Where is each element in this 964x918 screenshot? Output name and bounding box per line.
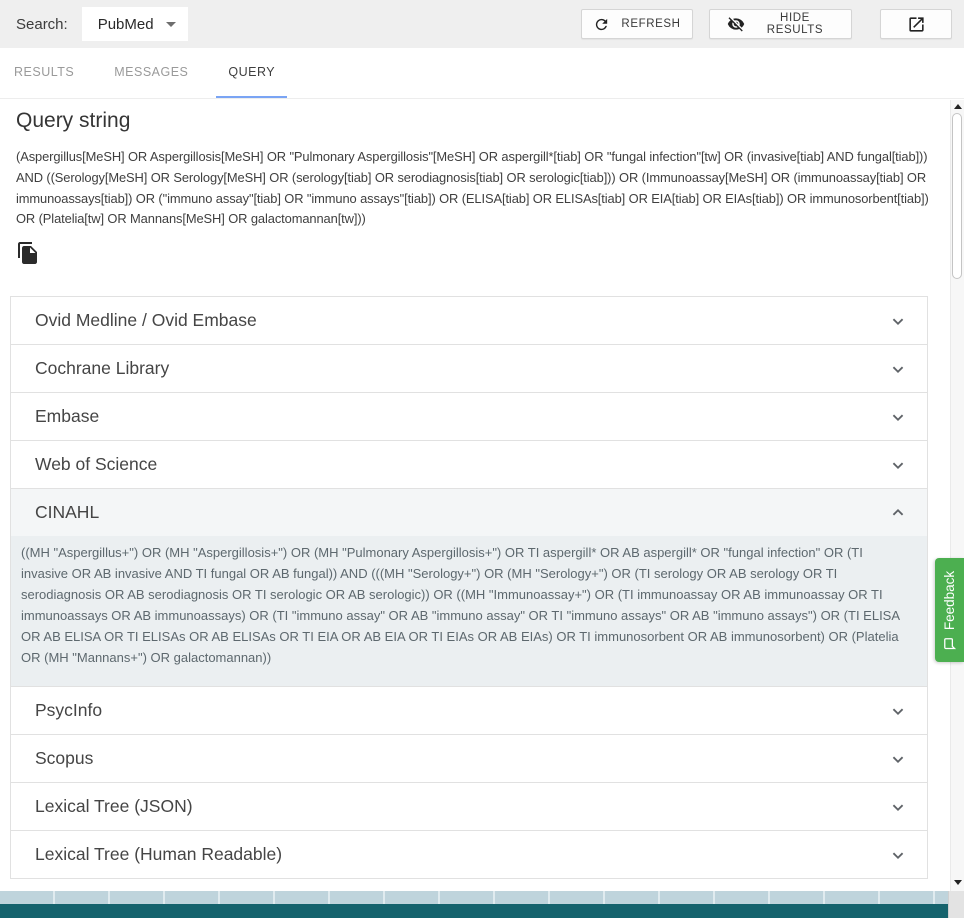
- accordion-label: Scopus: [35, 748, 94, 769]
- chevron-down-icon: [887, 310, 909, 332]
- accordion-lexical-tree-json[interactable]: [10, 782, 928, 831]
- accordion-label: Lexical Tree (Human Readable): [35, 844, 283, 865]
- chevron-down-icon: [887, 358, 909, 380]
- chevron-down-icon: [887, 748, 909, 770]
- chevron-down-icon: [887, 700, 909, 722]
- scroll-up-arrow[interactable]: [951, 100, 964, 109]
- refresh-button[interactable]: [581, 9, 693, 39]
- open-external-button[interactable]: [880, 9, 952, 39]
- scroll-down-arrow[interactable]: [951, 880, 964, 885]
- accordion-ovid-medline-embase[interactable]: [10, 296, 928, 345]
- accordion-cochrane-library[interactable]: [10, 344, 928, 393]
- scrollbar-corner: [948, 891, 964, 918]
- file-copy-icon: [16, 241, 42, 265]
- caret-down-icon: [166, 22, 176, 27]
- query-panel: [0, 100, 950, 891]
- feedback-chat-icon: [943, 637, 956, 650]
- tab-query-label: QUERY: [228, 65, 276, 79]
- tab-results-label: RESULTS: [14, 65, 75, 79]
- vertical-scrollbar[interactable]: [950, 100, 964, 891]
- search-label: Search:: [16, 15, 68, 33]
- pubmed-query-string: (Aspergillus[MeSH] OR Aspergillosis[MeSH] OR "Pulmonary Aspergillosis"[MeSH] OR aspergill*[tiab] OR "fungal infection"[tw] OR (invasive[tiab] AND fungal[tiab])) AND ((Serology[MeSH] OR Serology[MeSH] OR (serology[tiab] OR serodiagnosis[tiab] OR serologic[tiab])) OR (Immunoassay[MeSH] OR (immunoassay[tiab] OR immunoassays[tiab]) OR ("immuno assay"[tiab] OR "immuno assays"[tiab]) OR (ELISA[tiab] OR ELISAs[tiab] OR EIA[tiab] OR EIAs[tiab]) OR immunosorbent[tiab]) OR (Platelia[tw] OR Mannans[MeSH] OR galactomannan[tw])): [16, 149, 929, 227]
- search-engine-value: PubMed: [97, 15, 154, 33]
- accordion-label: PsycInfo: [35, 700, 103, 721]
- feedback-button[interactable]: [935, 558, 964, 662]
- feedback-label: Feedback: [942, 570, 958, 630]
- accordion-cinahl[interactable]: [10, 488, 928, 537]
- accordion-label: Ovid Medline / Ovid Embase: [35, 310, 257, 331]
- accordion-label: Cochrane Library: [35, 358, 170, 379]
- scrollbar-thumb[interactable]: [952, 113, 962, 279]
- chevron-up-icon: [887, 502, 909, 524]
- chevron-down-icon: [887, 406, 909, 428]
- refresh-icon: [593, 16, 610, 33]
- chevron-down-icon: [887, 844, 909, 866]
- tab-messages[interactable]: [102, 48, 200, 98]
- topbar-buttons: [581, 9, 952, 39]
- accordion-label: Embase: [35, 406, 100, 427]
- accordion-web-of-science[interactable]: [10, 440, 928, 489]
- tab-query[interactable]: [216, 48, 287, 98]
- search-engine-select[interactable]: [82, 7, 188, 41]
- accordion-lexical-tree-human-readable[interactable]: [10, 830, 928, 879]
- eye-off-icon: [727, 15, 745, 33]
- page-title: Query string: [16, 109, 131, 132]
- cinahl-query-string: ((MH "Aspergillus+") OR (MH "Aspergillosis+") OR (MH "Pulmonary Aspergillosis+") OR TI aspergill* OR AB aspergill* OR "fungal infection" OR (TI invasive OR AB invasive AND TI fungal OR AB fungal)) AND (((MH "Serology+") OR (MH "Serology+") OR (TI serology OR AB serology OR TI serodiagnosis OR AB serodiagnosis OR TI serologic OR AB serologic)) OR ((MH "Immunoassay+") OR (TI immunoassay OR AB immunoassay OR TI immunoassays OR AB immunoassays) OR (TI "immuno assay" OR AB "immuno assay" OR TI "immuno assays" OR AB "immuno assays") OR (TI ELISA OR AB ELISA OR TI ELISAs OR AB ELISAs OR TI EIA OR AB EIA OR TI EIAs OR AB EIAs) OR TI immunosorbent OR AB immunosorbent) OR (Platelia OR (MH "Mannans+") OR galactomannan)): [10, 536, 928, 687]
- hide-results-button[interactable]: [709, 9, 852, 39]
- copy-query-button[interactable]: [16, 240, 42, 266]
- top-bar: [0, 0, 964, 48]
- tab-results[interactable]: [2, 48, 86, 98]
- accordion-label: Lexical Tree (JSON): [35, 796, 193, 817]
- tab-messages-label: MESSAGES: [114, 65, 189, 79]
- chevron-down-icon: [887, 454, 909, 476]
- accordion-scopus[interactable]: [10, 734, 928, 783]
- refresh-button-label: REFRESH: [621, 18, 681, 30]
- background-bottom-bar: [0, 904, 964, 918]
- accordion-psycinfo[interactable]: [10, 686, 928, 735]
- open-in-new-icon: [907, 15, 926, 34]
- accordion-embase[interactable]: [10, 392, 928, 441]
- accordion-label: CINAHL: [35, 502, 100, 523]
- translation-accordion-list: [10, 296, 928, 879]
- tab-bar: [0, 48, 964, 99]
- accordion-label: Web of Science: [35, 454, 158, 475]
- hide-results-button-label: HIDE RESULTS: [766, 12, 824, 36]
- chevron-down-icon: [887, 796, 909, 818]
